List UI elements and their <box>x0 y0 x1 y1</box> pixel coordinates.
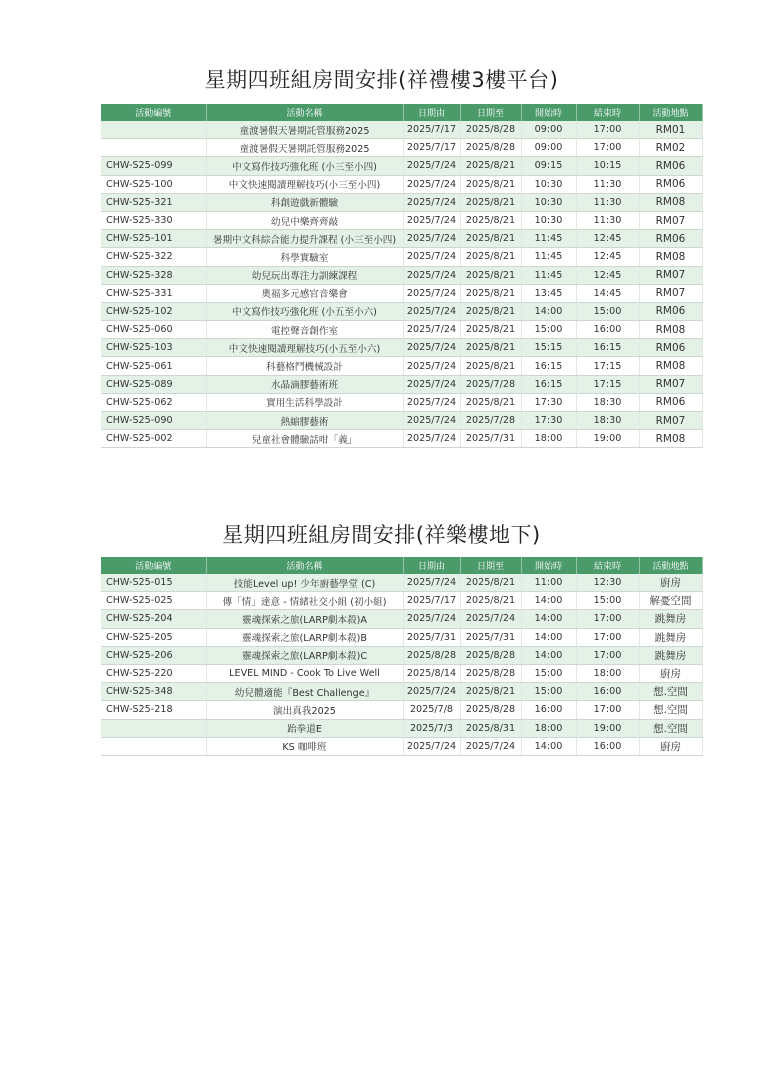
cell-activity-name: 靈魂探索之旅(LARP劇本殺)B <box>206 628 403 646</box>
cell-end-time: 17:15 <box>576 375 639 393</box>
cell-end-time: 18:00 <box>576 664 639 682</box>
cell-date-to: 2025/8/21 <box>460 302 521 320</box>
cell-date-to: 2025/8/21 <box>460 592 521 610</box>
section2-title: 星期四班組房間安排(祥樂樓地下) <box>222 523 541 547</box>
header-end-time: 結束時 <box>576 104 639 121</box>
cell-start-time: 14:00 <box>521 737 576 755</box>
cell-location: RM06 <box>639 175 702 193</box>
cell-activity-name: KS 咖啡班 <box>206 737 403 755</box>
cell-start-time: 14:00 <box>521 646 576 664</box>
cell-end-time: 15:00 <box>576 302 639 320</box>
cell-start-time: 17:30 <box>521 412 576 430</box>
table-row <box>101 321 702 339</box>
cell-activity-name: 跆拳道E <box>206 719 403 737</box>
cell-activity-name: 實用生活科學設計 <box>206 393 403 411</box>
header-activity-code: 活動編號 <box>101 104 206 121</box>
cell-activity-name: 幼兒玩出專注力訓練課程 <box>206 266 403 284</box>
cell-location: RM07 <box>639 375 702 393</box>
cell-end-time: 17:00 <box>576 628 639 646</box>
cell-date-to: 2025/8/21 <box>460 284 521 302</box>
cell-location: 解憂空間 <box>639 592 702 610</box>
header-end-time: 結束時 <box>576 557 639 574</box>
cell-location: RM06 <box>639 339 702 357</box>
cell-date-to: 2025/8/21 <box>460 339 521 357</box>
cell-end-time: 17:00 <box>576 121 639 139</box>
cell-location: 跳舞房 <box>639 646 702 664</box>
cell-date-from: 2025/7/24 <box>403 375 460 393</box>
table-row <box>101 211 702 229</box>
cell-start-time: 11:00 <box>521 574 576 592</box>
cell-start-time: 10:30 <box>521 193 576 211</box>
cell-activity-name: 科創遊戲新體驗 <box>206 193 403 211</box>
section1-title: 星期四班組房間安排(祥禮樓3樓平台) <box>204 68 559 92</box>
cell-activity-code: CHW-S25-025 <box>101 592 206 610</box>
cell-activity-name: 中文寫作技巧強化班 (小五至小六) <box>206 302 403 320</box>
cell-activity-code: CHW-S25-101 <box>101 230 206 248</box>
cell-end-time: 10:15 <box>576 157 639 175</box>
cell-end-time: 15:00 <box>576 592 639 610</box>
cell-start-time: 15:00 <box>521 321 576 339</box>
cell-location: RM06 <box>639 302 702 320</box>
cell-date-to: 2025/8/21 <box>460 393 521 411</box>
table-row <box>101 139 702 157</box>
cell-end-time: 11:30 <box>576 175 639 193</box>
cell-start-time: 15:00 <box>521 683 576 701</box>
cell-date-from: 2025/7/24 <box>403 321 460 339</box>
table-row <box>101 592 702 610</box>
cell-location: RM01 <box>639 121 702 139</box>
cell-date-to: 2025/8/21 <box>460 211 521 229</box>
cell-date-to: 2025/8/21 <box>460 357 521 375</box>
cell-start-time: 11:45 <box>521 230 576 248</box>
cell-activity-code: CHW-S25-099 <box>101 157 206 175</box>
cell-start-time: 14:00 <box>521 628 576 646</box>
cell-location: RM08 <box>639 193 702 211</box>
header-activity-code: 活動編號 <box>101 557 206 574</box>
cell-activity-name: 電控聲音創作室 <box>206 321 403 339</box>
table-row <box>101 628 702 646</box>
cell-start-time: 10:30 <box>521 175 576 193</box>
cell-date-from: 2025/7/8 <box>403 701 460 719</box>
cell-activity-code: CHW-S25-204 <box>101 610 206 628</box>
cell-start-time: 09:00 <box>521 121 576 139</box>
cell-activity-name: 兒童社會體驗話咁「義」 <box>206 430 403 448</box>
cell-activity-code: CHW-S25-322 <box>101 248 206 266</box>
cell-location: 跳舞房 <box>639 628 702 646</box>
cell-date-to: 2025/8/28 <box>460 664 521 682</box>
cell-start-time: 16:15 <box>521 357 576 375</box>
header-date-to: 日期至 <box>460 557 521 574</box>
cell-activity-name: LEVEL MIND - Cook To Live Well <box>206 664 403 682</box>
table-row <box>101 375 702 393</box>
cell-date-from: 2025/7/24 <box>403 211 460 229</box>
cell-date-to: 2025/8/28 <box>460 121 521 139</box>
cell-date-from: 2025/7/17 <box>403 121 460 139</box>
cell-start-time: 18:00 <box>521 719 576 737</box>
cell-end-time: 17:00 <box>576 139 639 157</box>
cell-date-to: 2025/8/28 <box>460 701 521 719</box>
cell-activity-code: CHW-S25-205 <box>101 628 206 646</box>
header-location: 活動地點 <box>639 104 702 121</box>
header-activity-name: 活動名稱 <box>206 557 403 574</box>
cell-activity-code: CHW-S25-062 <box>101 393 206 411</box>
cell-date-to: 2025/7/24 <box>460 737 521 755</box>
cell-activity-code: CHW-S25-102 <box>101 302 206 320</box>
cell-date-from: 2025/8/14 <box>403 664 460 682</box>
table-row <box>101 175 702 193</box>
header-date-to: 日期至 <box>460 104 521 121</box>
cell-date-to: 2025/8/31 <box>460 719 521 737</box>
cell-end-time: 12:45 <box>576 266 639 284</box>
cell-date-to: 2025/8/21 <box>460 266 521 284</box>
cell-start-time: 09:15 <box>521 157 576 175</box>
cell-date-to: 2025/8/21 <box>460 248 521 266</box>
cell-location: RM08 <box>639 321 702 339</box>
cell-activity-name: 幼兒體適能『Best Challenge』 <box>206 683 403 701</box>
cell-activity-code: CHW-S25-089 <box>101 375 206 393</box>
cell-start-time: 16:00 <box>521 701 576 719</box>
cell-end-time: 17:15 <box>576 357 639 375</box>
cell-activity-code: CHW-S25-331 <box>101 284 206 302</box>
cell-activity-code: CHW-S25-002 <box>101 430 206 448</box>
cell-activity-code: CHW-S25-061 <box>101 357 206 375</box>
cell-activity-name: 奧福多元感官音樂會 <box>206 284 403 302</box>
cell-activity-code: CHW-S25-206 <box>101 646 206 664</box>
cell-date-to: 2025/8/21 <box>460 321 521 339</box>
cell-date-from: 2025/7/24 <box>403 339 460 357</box>
cell-date-from: 2025/7/24 <box>403 284 460 302</box>
cell-activity-name: 演出真我2025 <box>206 701 403 719</box>
header-start-time: 開始時 <box>521 557 576 574</box>
cell-activity-name: 中文快速閱讀理解技巧(小三至小四) <box>206 175 403 193</box>
cell-date-to: 2025/8/28 <box>460 139 521 157</box>
cell-date-to: 2025/8/21 <box>460 175 521 193</box>
cell-date-to: 2025/7/31 <box>460 628 521 646</box>
cell-activity-code <box>101 139 206 157</box>
cell-date-to: 2025/7/28 <box>460 412 521 430</box>
table-row <box>101 266 702 284</box>
cell-date-from: 2025/7/24 <box>403 157 460 175</box>
cell-activity-name: 童渡暑假天暑期託管服務2025 <box>206 121 403 139</box>
cell-end-time: 11:30 <box>576 211 639 229</box>
cell-location: RM07 <box>639 412 702 430</box>
cell-date-from: 2025/7/24 <box>403 193 460 211</box>
table-row <box>101 393 702 411</box>
cell-date-from: 2025/7/24 <box>403 430 460 448</box>
cell-date-from: 2025/7/24 <box>403 412 460 430</box>
header-date-from: 日期由 <box>403 557 460 574</box>
cell-end-time: 16:00 <box>576 737 639 755</box>
cell-location: RM06 <box>639 157 702 175</box>
cell-end-time: 11:30 <box>576 193 639 211</box>
cell-location: RM08 <box>639 248 702 266</box>
cell-location: RM07 <box>639 284 702 302</box>
cell-date-from: 2025/7/17 <box>403 592 460 610</box>
cell-activity-name: 傳「情」達意 - 情緒社交小組 (初小組) <box>206 592 403 610</box>
cell-location: RM07 <box>639 266 702 284</box>
cell-location: RM02 <box>639 139 702 157</box>
cell-location: RM08 <box>639 430 702 448</box>
header-activity-name: 活動名稱 <box>206 104 403 121</box>
cell-date-to: 2025/7/24 <box>460 610 521 628</box>
cell-start-time: 14:00 <box>521 610 576 628</box>
table-row <box>101 302 702 320</box>
cell-location: 廚房 <box>639 737 702 755</box>
cell-start-time: 14:00 <box>521 302 576 320</box>
cell-date-from: 2025/7/24 <box>403 175 460 193</box>
cell-date-from: 2025/7/24 <box>403 574 460 592</box>
table-row <box>101 339 702 357</box>
table-row <box>101 412 702 430</box>
cell-start-time: 14:00 <box>521 592 576 610</box>
cell-end-time: 17:00 <box>576 646 639 664</box>
cell-activity-name: 靈魂探索之旅(LARP劇本殺)C <box>206 646 403 664</box>
cell-date-to: 2025/7/31 <box>460 430 521 448</box>
cell-date-to: 2025/7/28 <box>460 375 521 393</box>
cell-date-from: 2025/7/24 <box>403 393 460 411</box>
cell-date-from: 2025/7/24 <box>403 248 460 266</box>
table-row <box>101 574 702 592</box>
table-row <box>101 683 702 701</box>
cell-activity-code <box>101 121 206 139</box>
cell-location: 想.空間 <box>639 719 702 737</box>
cell-activity-name: 中文快速閱讀理解技巧(小五至小六) <box>206 339 403 357</box>
schedule-table-ground-floor <box>101 557 703 756</box>
cell-date-from: 2025/7/24 <box>403 230 460 248</box>
table-row <box>101 193 702 211</box>
cell-location: 跳舞房 <box>639 610 702 628</box>
cell-location: 想.空間 <box>639 683 702 701</box>
cell-activity-code: CHW-S25-321 <box>101 193 206 211</box>
cell-date-from: 2025/7/24 <box>403 302 460 320</box>
cell-end-time: 12:45 <box>576 230 639 248</box>
cell-start-time: 16:15 <box>521 375 576 393</box>
cell-date-to: 2025/8/21 <box>460 230 521 248</box>
cell-end-time: 17:00 <box>576 701 639 719</box>
table-row <box>101 646 702 664</box>
cell-location: 廚房 <box>639 574 702 592</box>
cell-date-to: 2025/8/21 <box>460 683 521 701</box>
cell-activity-name: 靈魂探索之旅(LARP劇本殺)A <box>206 610 403 628</box>
table-row <box>101 157 702 175</box>
cell-location: RM06 <box>639 393 702 411</box>
cell-location: RM08 <box>639 357 702 375</box>
cell-start-time: 10:30 <box>521 211 576 229</box>
cell-end-time: 19:00 <box>576 430 639 448</box>
cell-end-time: 18:30 <box>576 393 639 411</box>
header-start-time: 開始時 <box>521 104 576 121</box>
table-row <box>101 230 702 248</box>
cell-end-time: 12:45 <box>576 248 639 266</box>
cell-start-time: 15:00 <box>521 664 576 682</box>
header-date-from: 日期由 <box>403 104 460 121</box>
cell-end-time: 12:30 <box>576 574 639 592</box>
header-location: 活動地點 <box>639 557 702 574</box>
table-header-row <box>101 557 702 574</box>
cell-activity-name: 技能Level up! 少年廚藝學堂 (C) <box>206 574 403 592</box>
cell-activity-name: 幼兒中樂齊齊敲 <box>206 211 403 229</box>
table-row <box>101 719 702 737</box>
cell-activity-code: CHW-S25-015 <box>101 574 206 592</box>
table-header-row <box>101 104 702 121</box>
table-row <box>101 284 702 302</box>
table-row <box>101 664 702 682</box>
table-row <box>101 121 702 139</box>
cell-activity-name: 水晶滴膠藝術班 <box>206 375 403 393</box>
cell-activity-code: CHW-S25-100 <box>101 175 206 193</box>
cell-activity-code: CHW-S25-060 <box>101 321 206 339</box>
cell-date-from: 2025/8/28 <box>403 646 460 664</box>
cell-activity-name: 科藝格鬥機械設計 <box>206 357 403 375</box>
cell-end-time: 17:00 <box>576 610 639 628</box>
cell-date-to: 2025/8/28 <box>460 646 521 664</box>
cell-date-from: 2025/7/24 <box>403 357 460 375</box>
cell-end-time: 16:00 <box>576 683 639 701</box>
cell-date-to: 2025/8/21 <box>460 574 521 592</box>
cell-activity-code <box>101 737 206 755</box>
cell-activity-name: 中文寫作技巧強化班 (小三至小四) <box>206 157 403 175</box>
table-row <box>101 357 702 375</box>
cell-activity-code: CHW-S25-328 <box>101 266 206 284</box>
cell-location: RM06 <box>639 230 702 248</box>
cell-activity-name: 暑期中文科綜合能力提升課程 (小三至小四) <box>206 230 403 248</box>
cell-start-time: 18:00 <box>521 430 576 448</box>
cell-activity-code: CHW-S25-090 <box>101 412 206 430</box>
cell-activity-code: CHW-S25-218 <box>101 701 206 719</box>
cell-location: RM07 <box>639 211 702 229</box>
cell-end-time: 19:00 <box>576 719 639 737</box>
cell-date-from: 2025/7/24 <box>403 610 460 628</box>
table-row <box>101 610 702 628</box>
cell-date-from: 2025/7/31 <box>403 628 460 646</box>
table-row <box>101 701 702 719</box>
cell-date-to: 2025/8/21 <box>460 157 521 175</box>
schedule-table-3f-platform <box>101 104 703 448</box>
cell-date-from: 2025/7/24 <box>403 683 460 701</box>
cell-end-time: 16:15 <box>576 339 639 357</box>
cell-date-to: 2025/8/21 <box>460 193 521 211</box>
cell-date-from: 2025/7/24 <box>403 266 460 284</box>
cell-activity-code: CHW-S25-330 <box>101 211 206 229</box>
cell-date-from: 2025/7/17 <box>403 139 460 157</box>
cell-date-from: 2025/7/24 <box>403 737 460 755</box>
table-row <box>101 248 702 266</box>
cell-location: 想.空間 <box>639 701 702 719</box>
cell-start-time: 17:30 <box>521 393 576 411</box>
cell-end-time: 14:45 <box>576 284 639 302</box>
table-row <box>101 737 702 755</box>
cell-activity-code: CHW-S25-220 <box>101 664 206 682</box>
cell-activity-code: CHW-S25-348 <box>101 683 206 701</box>
cell-date-from: 2025/7/3 <box>403 719 460 737</box>
cell-end-time: 18:30 <box>576 412 639 430</box>
cell-end-time: 16:00 <box>576 321 639 339</box>
cell-activity-code: CHW-S25-103 <box>101 339 206 357</box>
cell-activity-name: 熱縮膠藝術 <box>206 412 403 430</box>
cell-start-time: 13:45 <box>521 284 576 302</box>
cell-activity-code <box>101 719 206 737</box>
cell-start-time: 11:45 <box>521 248 576 266</box>
cell-start-time: 09:00 <box>521 139 576 157</box>
cell-activity-name: 童渡暑假天暑期託管服務2025 <box>206 139 403 157</box>
table-row <box>101 430 702 448</box>
cell-activity-name: 科學實驗室 <box>206 248 403 266</box>
cell-start-time: 15:15 <box>521 339 576 357</box>
cell-start-time: 11:45 <box>521 266 576 284</box>
cell-location: 廚房 <box>639 664 702 682</box>
